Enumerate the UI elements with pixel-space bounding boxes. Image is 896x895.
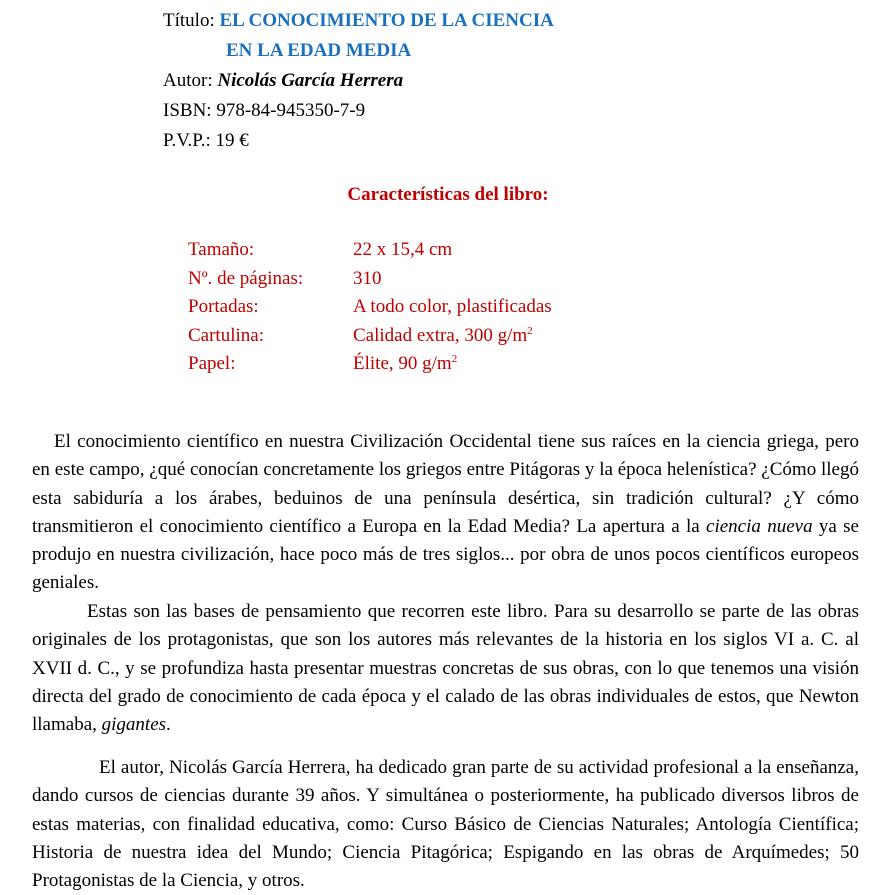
paragraph-text: El conocimiento científico en nuestra Civilización Occidental tiene sus raíces en la ciencia griega, pero en este campo, ¿qué conocían concretamente los griegos entre Pitágoras y la época helenística? ¿Cómo llegó esta sabiduría a los árabes, beduinos de una península desértica, sin tradición cultural? ¿Y cómo transmitieron el conocimiento científico a Europa en la Edad Media? La apertura a la <box>32 431 859 537</box>
feature-row <box>188 350 552 379</box>
feature-value: 22 x 15,4 cm <box>353 239 453 260</box>
description-paragraph-1 <box>32 428 859 598</box>
description-paragraph-2 <box>32 598 859 739</box>
feature-row <box>188 293 552 322</box>
isbn-label: ISBN: <box>163 100 212 121</box>
feature-value <box>353 322 533 351</box>
feature-value-text: Élite, 90 g/m <box>353 353 452 374</box>
title-row-cont <box>163 36 554 66</box>
feature-value: A todo color, plastificadas <box>353 296 552 317</box>
feature-value <box>353 350 457 379</box>
paragraph-text: . <box>166 714 171 736</box>
feature-label: Cartulina: <box>188 324 264 346</box>
book-title-line2: EN LA EDAD MEDIA <box>226 40 412 61</box>
feature-value-text: Calidad extra, 300 g/m <box>353 324 528 346</box>
price-row <box>163 126 554 156</box>
title-row <box>163 6 554 36</box>
feature-label: Portadas: <box>188 296 259 317</box>
features-heading: Características del libro: <box>347 184 549 205</box>
book-title-line1: EL CONOCIMIENTO DE LA CIENCIA <box>219 10 554 31</box>
emphasis-text: ciencia nueva <box>706 515 813 537</box>
isbn-value: 978-84-945350-7-9 <box>216 100 366 121</box>
feature-label: Nº. de páginas: <box>188 267 304 289</box>
author-bio-paragraph <box>32 754 859 895</box>
features-list <box>188 236 552 379</box>
feature-label: Papel: <box>188 353 236 374</box>
superscript: 2 <box>451 353 458 365</box>
paragraph-text: El autor, Nicolás García Herrera, ha dedicado gran parte de su actividad profesional a la enseñanza, dando cursos de ciencias durante 39 años. Y simultánea o posteriormente, ha publicado diversos libros de estas materias, con finalidad educativa, como: Curso Básico de Ciencias Naturales; Antología Científica; Historia de nuestra idea del Mundo; Ciencia Pitagórica; Espigando en las obras de Arquímedes; 50 Protagonistas de la Ciencia, y otros. <box>32 757 859 892</box>
price-label: P.V.P.: <box>163 130 211 151</box>
title-label: Título: <box>163 10 215 31</box>
paragraph-text: ya se produjo en nuestra civilización, hace poco más de tres siglos... por obra de unos pocos científicos europeos geniales. <box>32 515 859 594</box>
feature-row <box>188 265 552 294</box>
author-label: Autor: <box>163 70 213 91</box>
feature-value: 310 <box>353 267 382 289</box>
feature-row <box>188 322 552 351</box>
price-value: 19 € <box>215 130 249 151</box>
isbn-row <box>163 96 554 126</box>
emphasis-text: gigantes <box>101 714 167 736</box>
feature-row <box>188 236 552 265</box>
paragraph-text: Estas son las bases de pensamiento que recorren este libro. Para su desarrollo se parte de las obras originales de los protagonistas, que son los autores más relevantes de la historia en los siglos VI a. C. al XVII d. C., y se profundiza hasta presentar muestras concretas de sus obras, con lo que tenemos una visión directa del grado de conocimiento de cada época y el calado de las obras individuales de estos, que Newton llamaba, <box>32 601 859 736</box>
author-name: Nicolás García Herrera <box>217 70 404 91</box>
feature-label: Tamaño: <box>188 239 255 260</box>
superscript: 2 <box>527 324 533 337</box>
author-row <box>163 66 554 96</box>
book-metadata <box>163 6 554 156</box>
